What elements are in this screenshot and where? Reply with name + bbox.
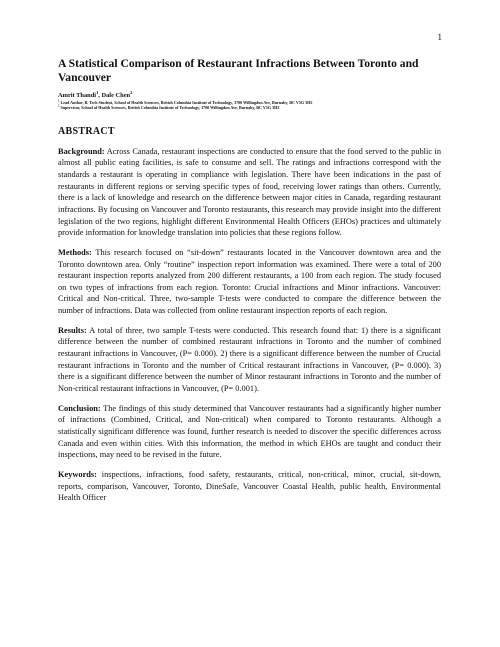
results-text: A total of three, two sample T-tests were conducted. This research found that: 1) there is a significant difference between the number of combined restaurant infractions in Toronto and the number of combined restaurant infractions in Vancouver, (P= 0.000). 2) there is a significant difference between the number of Crucial restaurant infractions in Toronto and the number of Critical restaurant infractions in Vancouver, (P= 0.000). 3) there is a significant difference between the number of Minor restaurant infractions in Toronto and the number of Non-critical restaurant infractions in Vancouver, (P= 0.001). [58, 325, 441, 394]
affiliation-1-sup: 1 [58, 98, 60, 103]
background-text: Across Canada, restaurant inspections are conducted to ensure that the food served to the public in almost all public eating facilities, is safe to consume and sell. The ratings and infractions correspond with the standards a restaurant is operating in compliance with legislation. There have been indications in the past of restaurants in different regions or serving specific types of food, receiving lower ratings than others. Currently, there is a lack of knowledge and research on the difference between major cities in Canada, regarding restaurant infractions. By focusing on Vancouver and Toronto restaurants, this research may provide insight into the different legislation of the two regions, highlight different Environmental Health Officers (EHOs) practices and ultimately provide information for knowledge translation into policies that these regions follow. [58, 146, 441, 238]
affiliation-1-text: Lead Author, B. Tech Student, School of Health Sciences, British Columbia Institute of Technology, 3700 Willingdon Ave, Burnaby, BC V5G 3H2 [59, 100, 313, 105]
author-line [58, 89, 441, 100]
background-paragraph [58, 146, 441, 239]
methods-paragraph [58, 247, 441, 317]
results-label: Results: [58, 325, 87, 335]
conclusion-text: The findings of this study determined that Vancouver restaurants had a significantly higher number of infractions (Combined, Critical, and Non-critical) when compared to Toronto restaurants. Although a statistically significant difference was found, further research is needed to discover the specific differences across Canada and even within cities. With this information, the method in which EHOs are taught and conduct their inspections, may need to be revised in the future. [58, 403, 441, 460]
conclusion-paragraph [58, 403, 441, 461]
keywords-text: inspections, infractions, food safety, restaurants, critical, non-critical, minor, crucial, sit-down, reports, comparison, Vancouver, Toronto, DineSafe, Vancouver Coastal Health, public health, Environmental Health Officer [58, 470, 441, 503]
keywords-label: Keywords: [58, 470, 97, 479]
affiliation-2 [58, 105, 441, 110]
background-label: Background: [58, 146, 105, 156]
conclusion-label: Conclusion: [58, 403, 101, 413]
keywords-paragraph [58, 469, 441, 504]
affiliation-2-text: Supervisor, School of Health Sciences, British Columbia Institute of Technology, 3700 Willingdon Ave, Burnaby, BC V5G 3H2 [59, 105, 280, 111]
author-1-name: Amrit Thandi [58, 92, 97, 99]
page-number: 1 [437, 32, 442, 42]
author-2-name: Dale Chen [101, 92, 131, 99]
methods-label: Methods: [58, 247, 92, 257]
abstract-heading: ABSTRACT [58, 125, 115, 137]
author-2-sup: 2 [130, 89, 133, 95]
paper-content [58, 57, 441, 512]
author-1-sup: 1 [96, 89, 99, 95]
results-paragraph [58, 325, 441, 395]
paper-title: A Statistical Comparison of Restaurant Infractions Between Toronto and Vancouver [58, 57, 419, 84]
author-separator: , [98, 92, 102, 99]
methods-text: This research focused on “sit-down” restaurants located in the Vancouver downtown area and the Toronto downtown area. Only “routine” inspection report information was examined. There were a total of 200 restaurant inspection reports analyzed from 200 different restaurants, a 100 from each region. The study focused on two types of infractions from each region. Toronto: Crucial infractions and Minor infractions. Vancouver: Critical and Non-critical. Three, two-sample T-tests were conducted to compare the difference between the number of infractions. Data was collected from online restaurant inspection reports of each region. [58, 247, 441, 316]
affiliation-2-sup: 2 [58, 103, 60, 108]
